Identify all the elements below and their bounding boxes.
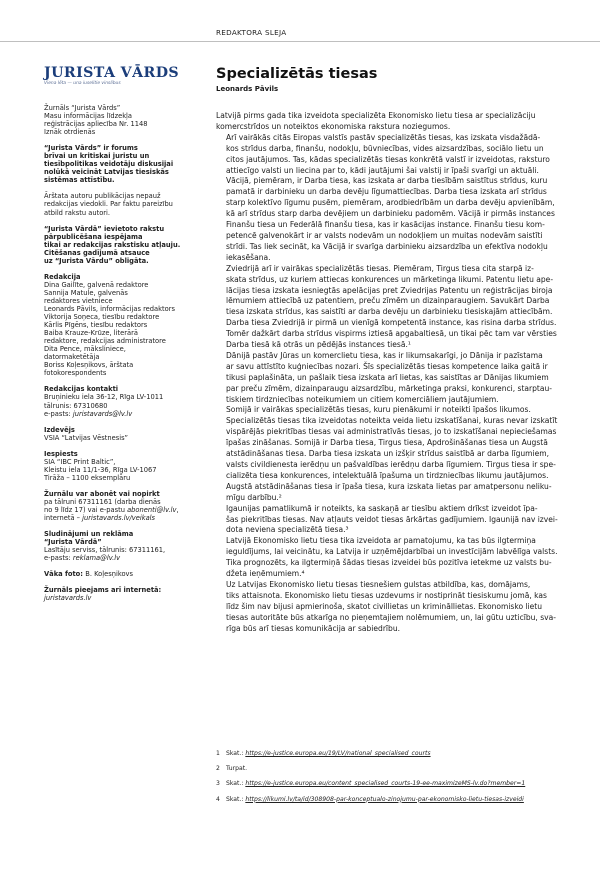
paragraph-line: par preču zīmēm, dizainparaugu aizsardzību, mārketinga praksi, konkurenci, starptau-	[226, 383, 553, 393]
paragraph-line: tiesas autoritāte būs atkarīga no pieņemtajiem nolēmumiem, un, lai gūtu uzticību, sva-	[226, 612, 556, 622]
footnote-number: 3	[216, 780, 220, 788]
staff-line: Dita Pence, māksliniece,	[44, 345, 126, 354]
article	[216, 66, 558, 635]
paragraph-line: līdz šim nav bijusi apmierinoša, skatot civillietas un krimināllietas. Ekonomisko lietu	[226, 601, 543, 611]
printer-heading: Iespiests	[44, 449, 78, 458]
paragraph-line: kos strīdus darba, finanšu, nodokļu, būvniecības, vides aizsardzības, sociālo lietu un	[226, 143, 544, 153]
online-link[interactable]: juristavards.lv	[44, 594, 92, 603]
staff-line: Sannija Matule, galvenās	[44, 288, 128, 297]
footnote-number: 4	[216, 795, 220, 803]
printer	[44, 450, 202, 482]
editorial-staff	[44, 273, 202, 378]
staff-line: redaktore, redakcijas administratore	[44, 337, 166, 346]
editorial-heading: Redakcija	[44, 272, 81, 281]
paragraph-line: šas piekritības tiesas. Nav atļauts veidot tiesas ārkārtas gadījumiem. Igaunijā nav izvei-	[226, 514, 558, 524]
paragraph-line: Augstā atstādināšanas tiesa ir īpaša tiesa, kura izskata lietas par amatpersonu neliku-	[226, 481, 552, 491]
paragraph-line: Tomēr dažkārt darba strīdus vispirms iztiesā apgabaltiesā, un tikai pēc tam var vērsties	[226, 329, 557, 339]
article-author: Leonards Pāvils	[216, 85, 279, 93]
paragraph-line: Latvijā Ekonomisko lietu tiesa tika izveidota ar pamatojumu, ka tas būs ilgtermiņa	[226, 536, 536, 546]
paragraph-line: dota neviena specializētā tiesa.³	[226, 525, 349, 535]
authors-note-line: redakcijas viedokli. Par faktu pareizību	[44, 200, 173, 209]
footnotes	[216, 750, 576, 811]
paragraph-line: petencē galvenokārt ir ar valsts nodevām un nodokļiem un muitas nodevām saistīti	[226, 230, 543, 240]
paragraph-line: kā arī strīdus starp darba devējiem un darbinieku padomēm. Vācijā ir pirmās instances	[226, 209, 555, 219]
article-paragraph	[216, 580, 558, 635]
footnote	[216, 765, 576, 772]
copyright-line: Citēšanas gadījumā atsauce	[44, 248, 150, 257]
staff-line: redaktores vietniece	[44, 296, 113, 305]
publisher-heading: Izdevējs	[44, 425, 75, 434]
footnote	[216, 796, 576, 803]
journal-logo: JURISTA VĀRDS	[44, 65, 180, 81]
subscription-email-tail: ,	[176, 505, 179, 514]
article-title: Specializētās tiesas	[216, 66, 378, 82]
article-paragraph	[216, 133, 558, 177]
footnote-number: 1	[216, 750, 220, 757]
paragraph-line: Specializētās tiesas tika izveidotas noteikta veida lietu izskatīšanai, kuras nevar izskatīt	[226, 416, 558, 426]
paragraph-line: lēmumiem attiecībā uz patentiem, preču zīmēm un dizainparaugiem. Savukārt Darba	[226, 296, 550, 306]
paragraph-line: rīga būs arī tiesas komunikācija ar sabiedrību.	[226, 623, 400, 633]
article-body	[216, 111, 558, 635]
paragraph-line: tiesa izskata strīdus, kas saistīti ar darba devēju un darbinieku tiesiskajām attiecībām.	[226, 307, 553, 317]
copyright-line: pārpublicēšana iespējama	[44, 232, 143, 241]
forum-line: “Jurista Vārds” ir forums	[44, 144, 138, 153]
printer-line: Tirāža – 1100 eksemplāru	[44, 473, 131, 482]
paragraph-line: vispārējās piekritības tiesas vai administratīvās tiesas, jo to izskatīšanai nepieciešamas	[226, 427, 557, 437]
paragraph-line: Zviedrijā arī ir vairākas specializētās tiesas. Piemēram, Tirgus tiesa cita starpā iz-	[226, 263, 534, 273]
paragraph-line: attiecīgo valsti un liecina par to, kādi jautājumi šai valstij ir īpaši svarīgi un aktuāli.	[226, 165, 539, 175]
article-paragraph	[216, 264, 558, 351]
contact-email-label: e-pasts:	[44, 409, 73, 418]
printer-line: SIA “IBC Print Baltic”,	[44, 457, 116, 466]
article-paragraph	[216, 351, 558, 406]
subscription-heading: Žurnālu var abonēt vai nopirkt	[44, 489, 160, 498]
paragraph-line: Darba tiesā kā otrās un pēdējās instances tiesā.¹	[226, 340, 411, 350]
ads-email-row	[44, 554, 202, 562]
subscription-line: pa tālruni 67311161 (darba dienās	[44, 497, 161, 506]
staff-line: Viktorija Soņeca, tiesību redaktore	[44, 313, 160, 322]
footnote	[216, 750, 576, 757]
staff-line: datormaketētāja	[44, 353, 100, 362]
cover-photo-credit	[44, 570, 202, 578]
publisher-name: VSIA “Latvijas Vēstnesis”	[44, 433, 129, 442]
editorial-contacts	[44, 385, 202, 417]
publisher	[44, 426, 202, 442]
ads-heading: “Jurista Vārdā”	[44, 538, 102, 547]
forum-line: brīvai un kritiskai juristu un	[44, 152, 150, 161]
paragraph-line: atstādināšanas tiesa. Darba tiesa izskata un izšķir strīdus saistībā ar darba līgumiem,	[226, 449, 550, 459]
section-header: REDAKTORA SLEJA	[216, 28, 287, 37]
staff-line: Dina Gailīte, galvenā redaktore	[44, 280, 149, 289]
footnote-link[interactable]: https://e-justice.europa.eu/content_specialised_courts-19-ee-maximizeMS-lv.do?member=1	[245, 780, 526, 788]
forum-line: nolūkā veicināt Latvijas tiesiskās	[44, 168, 169, 177]
paragraph-line: valsts civildienesta ierēdņu un pašvaldības ierēdņu darba līgumiem. Tirgus tiesa ir spe-	[226, 460, 556, 469]
paragraph-line: tiks attaisnota. Ekonomisko lietu tiesas uzdevums ir nostiprināt tiesiskumu jomā, kas	[226, 590, 547, 600]
paragraph-line: komercstrīdos un noteiktos ekonomiska rakstura noziegumos.	[216, 121, 451, 131]
paragraph-line: starp kolektīvo līgumu pusēm, piemēram, arodbiedrībām un darba devēju apvienībām,	[226, 198, 555, 208]
paragraph-line: Tika prognozēts, ka ilgtermiņā šādas tiesas izveidei būs pozitīva ietekme uz valsts bu-	[226, 558, 552, 568]
authors-note-line: Ārštata autoru publikācijas nepauž	[44, 192, 161, 201]
ads-heading: Sludinājumi un reklāma	[44, 530, 134, 539]
staff-line: Baiba Krauze-Krūze, literārā	[44, 329, 138, 338]
staff-line: Leonards Pāvils, informācijas redaktors	[44, 304, 175, 313]
article-paragraph	[216, 536, 558, 580]
article-paragraph	[216, 405, 558, 503]
forum-line: tiesībpolitikas veidotāju diskusijai	[44, 160, 174, 169]
footnote-label: Turpat.	[226, 765, 248, 773]
authors-note	[44, 192, 202, 216]
paragraph-line: iekasēšana.	[226, 252, 271, 262]
paragraph-line: Dānijā pastāv Jūras un komerclietu tiesa, kas ir likumsakarīgi, jo Dānija ir pazīstama	[226, 350, 543, 360]
footnote-link[interactable]: https://likumi.lv/ta/id/308908-par-konceptualo-zinojumu-par-ekonomisko-lietu-tiesas-izveidi	[245, 795, 524, 803]
paragraph-line: Darba tiesa Zviedrijā ir pirmā un vienīgā kompetentā instance, kas risina darba strīdus.	[226, 318, 557, 328]
paragraph-line: mīgu darbību.²	[226, 492, 282, 502]
paragraph-line: ar savu attīstīto kuģniecības nozari. Šīs specializētās tiesas kompetence laika gaitā ir	[226, 361, 548, 371]
subscription-web-link[interactable]: juristavards.lv/veikals	[82, 514, 156, 523]
footnote	[216, 780, 576, 787]
online-availability	[44, 586, 202, 602]
copyright-line: uz “Jurista Vārdu” obligāta.	[44, 256, 149, 265]
paragraph-line: Latvijā pirms gada tika izveidota specializēta Ekonomisko lietu tiesa ar specializāciju	[216, 111, 536, 120]
journal-logo-tagline: Viena lēta — una iuselitie vinslibus	[44, 81, 121, 86]
paragraph-line: citos jautājumos. Tas, kādas specializētās tiesas konkrētā valstī ir izveidotas, raksturo	[226, 154, 550, 164]
ads-email-label: e-pasts:	[44, 554, 73, 563]
journal-info-line: reģistrācijas apliecība Nr. 1148	[44, 120, 148, 129]
staff-line: Boriss Koļesņikovs, ārštata	[44, 361, 134, 370]
forum-statement	[44, 144, 202, 184]
footnote-label: Skat.:	[226, 750, 246, 757]
paragraph-line: cializēta tiesa konkurences, intelektuālā īpašuma un tirdzniecības likumu jautājumos.	[226, 470, 549, 480]
footnote-label: Skat.:	[226, 795, 246, 803]
subscription-web-label: internetā –	[44, 514, 83, 523]
paragraph-line: džeta ieņēmumiem.⁴	[226, 569, 305, 579]
paragraph-line: lācijas tiesa izskata iesniegtās apelācijas pret Zviedrijas Patentu un reģistrācijas biroja	[226, 285, 553, 295]
paragraph-line: pamatā ir darbinieku un darba devēju līgumattiecības. Darba tiesa izskata arī strīdus	[226, 187, 547, 197]
copyright-line: “Jurista Vārdā” ievietoto rakstu	[44, 224, 165, 233]
copyright-line: tikai ar redakcijas rakstisku atļauju.	[44, 240, 181, 249]
footnote-number: 2	[216, 765, 220, 773]
cover-credit-name: B. Koļesņikovs	[85, 570, 133, 579]
paragraph-line: tikusi paplašināta, un pašlaik tiesa izskata arī lietas, kas saistītas ar Dānijas likumiem	[226, 372, 549, 382]
paragraph-line: Somijā ir vairākas specializētās tiesas, kuru pienākumi ir noteikti īpašos likumos.	[226, 405, 531, 415]
article-paragraph	[216, 176, 558, 263]
staff-line: Kārlis Pīgēns, tiesību redaktors	[44, 321, 148, 330]
journal-info-line: Iznāk otrdienās	[44, 128, 96, 137]
paragraph-line: skata strīdus, uz kuriem attiecas konkurences un mārketinga likumi. Patentu lietu ape-	[226, 274, 554, 284]
paragraph-line: īpašas zināšanas. Somijā ir Darba tiesa, Tirgus tiesa, Apdrošināšanas tiesa un Augstā	[226, 438, 548, 448]
article-paragraph	[216, 111, 558, 133]
journal-info	[44, 104, 202, 136]
paragraph-line: Igaunijas pamatlikumā ir noteikts, ka saskaņā ar tiesību aktiem drīkst izveidot īpa-	[226, 503, 538, 513]
ads-line: Lasītāju serviss, tālrunis: 67311161,	[44, 546, 166, 555]
masthead-sidebar	[44, 66, 202, 610]
subscription	[44, 490, 202, 522]
forum-line: sistēmas attīstību.	[44, 176, 115, 185]
online-heading: Žurnāls pieejams arī internetā:	[44, 586, 162, 595]
paragraph-line: tiskiem tirdzniecības noteikumiem un citiem komerciāliem jautājumiem.	[226, 394, 499, 404]
cover-credit-label: Vāka foto:	[44, 570, 86, 579]
paragraph-line: Arī vairākās citās Eiropas valstīs pastāv specializētās tiesas, kas izskata visdažādā-	[226, 132, 541, 142]
contact-address: Bruņinieku iela 36-12, Rīga LV-1011	[44, 393, 164, 402]
footnote-link[interactable]: https://e-justice.europa.eu/19/LV/national_specialised_courts	[245, 750, 431, 757]
advertising	[44, 530, 202, 562]
authors-note-line: atbild rakstu autori.	[44, 208, 111, 217]
paragraph-line: Uz Latvijas Ekonomisko lietu tiesas tiesnešiem gulstas atbildība, kas, domājams,	[226, 579, 531, 589]
subscription-web-row	[44, 514, 202, 522]
paragraph-line: Vācijā, piemēram, ir Darba tiesa, kas izskata ar darba tiesībām saistītus strīdus, kuru	[226, 176, 548, 186]
article-paragraph	[216, 504, 558, 537]
footnote-label: Skat.:	[226, 780, 246, 788]
contact-email-link[interactable]: juristavards@lv.lv	[72, 409, 133, 418]
header-divider	[0, 41, 600, 42]
contact-phone: tālrunis: 67310680	[44, 401, 108, 410]
paragraph-line: Finanšu tiesa un Federālā finanšu tiesa, kas ir kasācijas instance. Finanšu tiesu kom-	[226, 220, 545, 230]
subscription-line: no 9 līdz 17) vai e-pastu	[44, 505, 128, 514]
cover-credit-row	[44, 570, 202, 578]
printer-line: Kleistu iela 11/1-36, Rīga LV-1067	[44, 465, 157, 474]
staff-line: fotokorespondents	[44, 369, 107, 378]
paragraph-line: strīdi. Tas liek secināt, ka Vācijā ir svarīga darbinieku aizsardzība un efektīva nodokļu	[226, 241, 548, 251]
contacts-heading: Redakcijas kontakti	[44, 385, 119, 394]
paragraph-line: ieguldījums, lai veicinātu, ka Latvija ir uzņēmējdarbībai un investīcijām labvēlīga valsts.	[226, 547, 558, 557]
contact-email-row	[44, 410, 202, 418]
journal-info-line: Masu informācijas līdzekļa	[44, 112, 133, 121]
copyright-note	[44, 225, 202, 265]
journal-info-line: Žurnāls “Jurista Vārds”	[44, 104, 121, 112]
subscription-email-row	[44, 506, 202, 514]
ads-email-link[interactable]: reklama@lv.lv	[72, 554, 121, 563]
subscription-email-link[interactable]: abonenti@lv.lv	[127, 505, 177, 514]
